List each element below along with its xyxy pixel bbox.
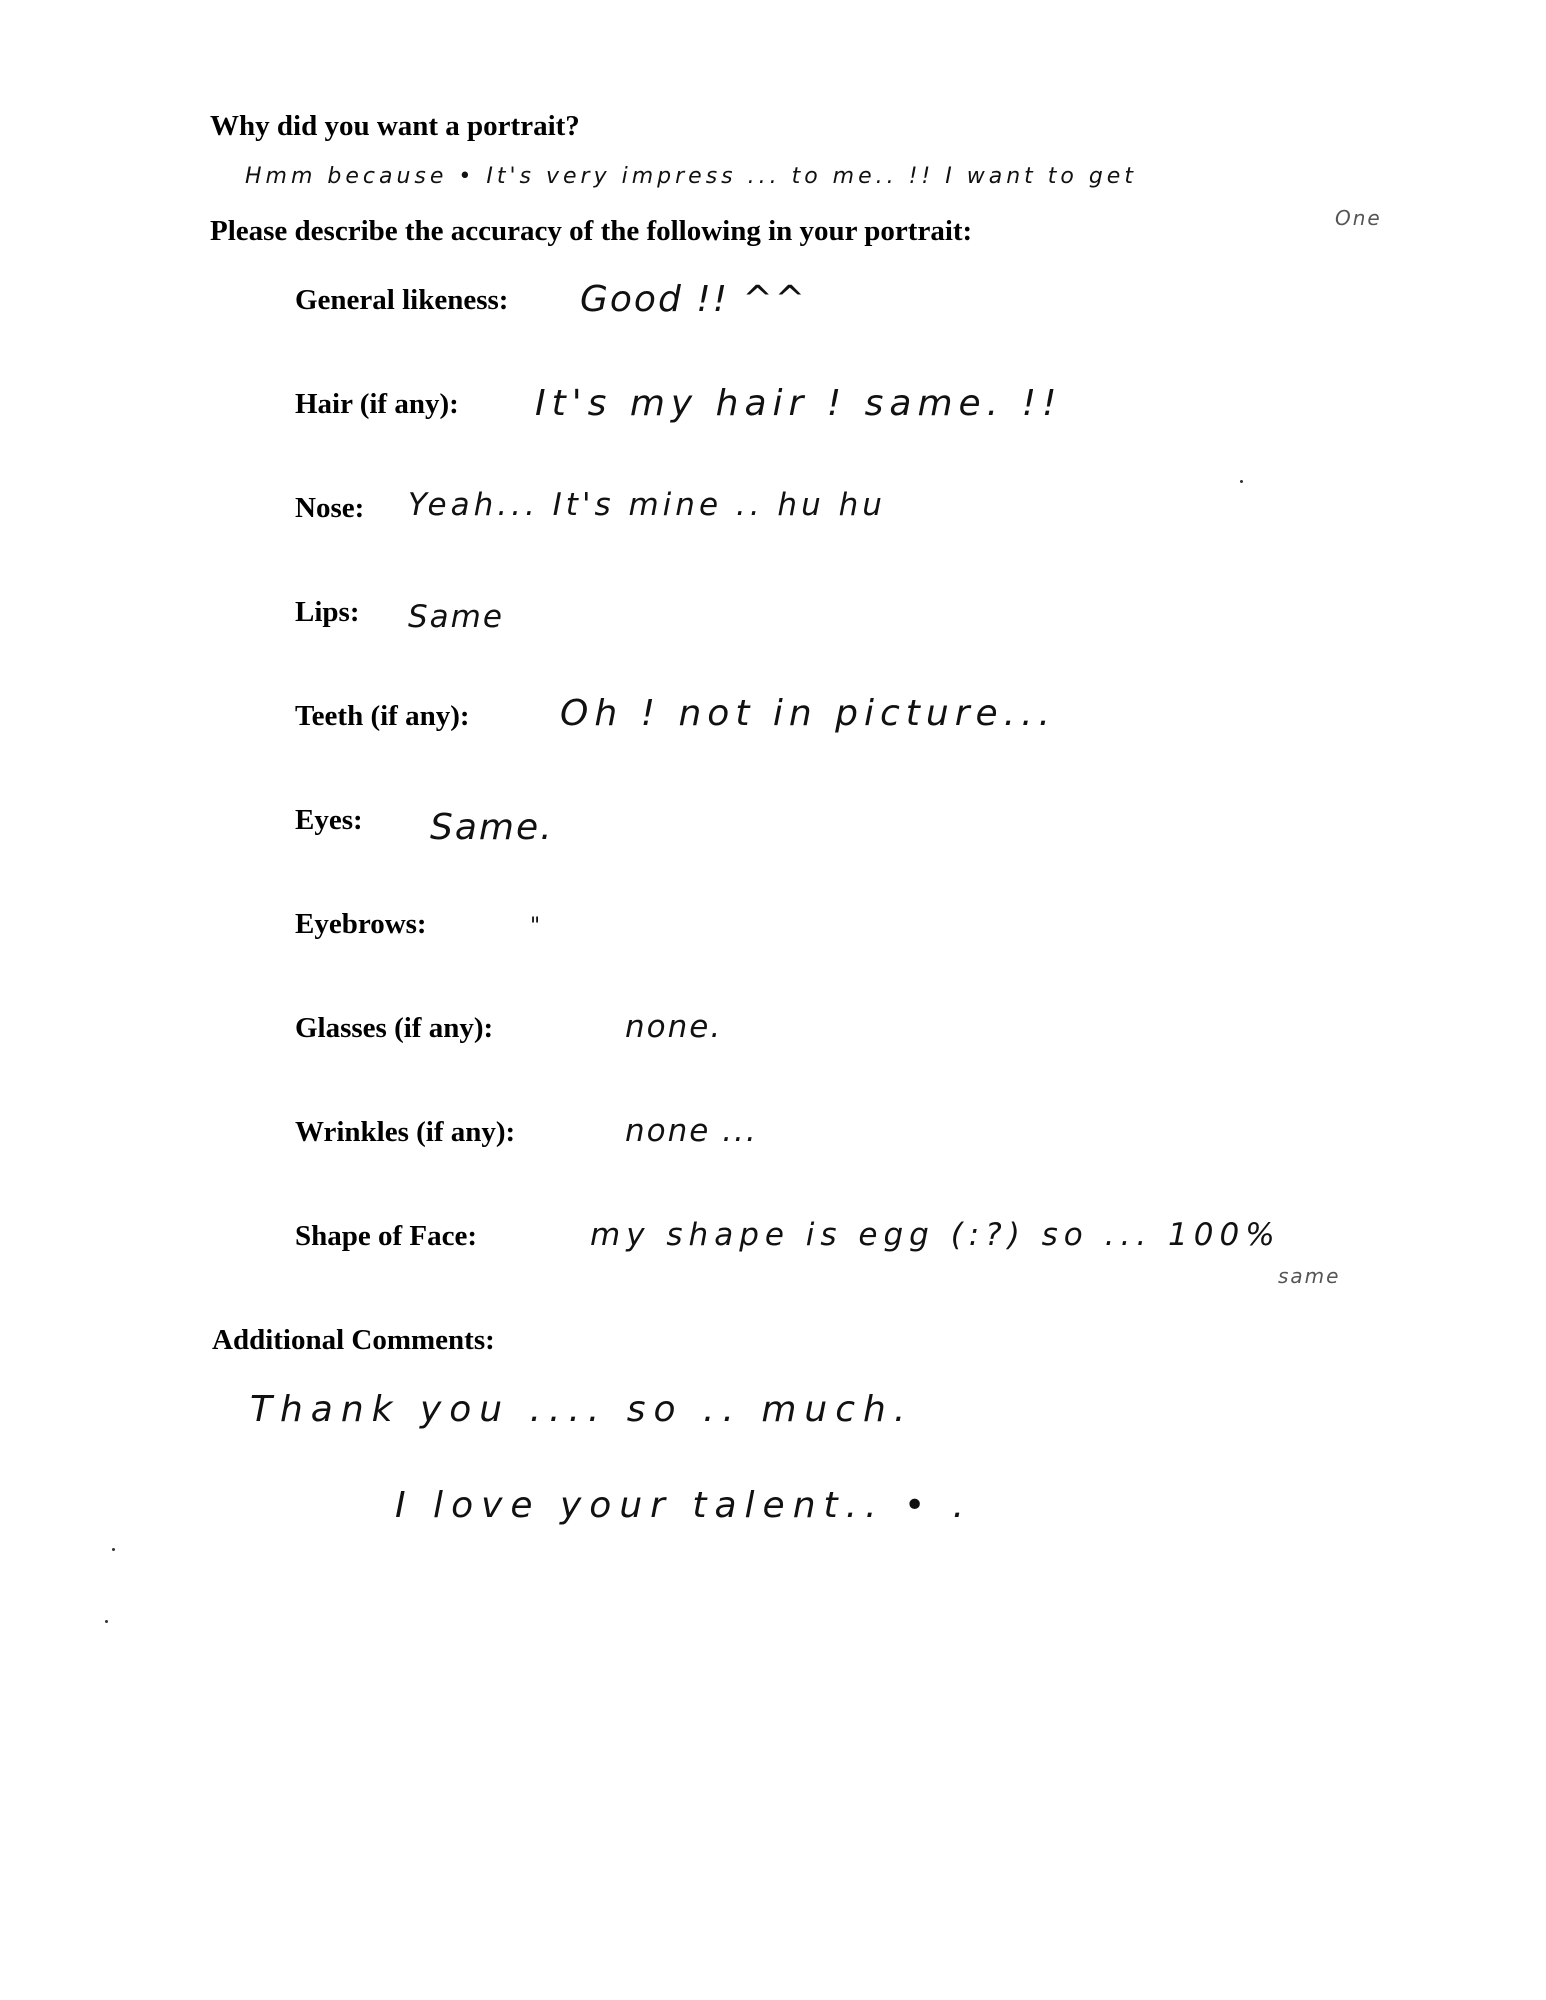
answer-wrinkles: none ... bbox=[625, 1113, 758, 1149]
comment-line-2: I love your talent.. • . bbox=[395, 1485, 973, 1526]
label-lips: Lips: bbox=[295, 596, 360, 628]
label-general-likeness: General likeness: bbox=[295, 284, 509, 316]
label-eyebrows: Eyebrows: bbox=[295, 908, 427, 940]
answer-shape-of-face-continued: same bbox=[1278, 1264, 1341, 1288]
comment-line-1: Thank you .... so .. much. bbox=[250, 1389, 914, 1430]
label-eyes: Eyes: bbox=[295, 804, 363, 836]
label-nose: Nose: bbox=[295, 492, 365, 524]
answer-glasses: none. bbox=[625, 1009, 723, 1045]
scan-speck bbox=[112, 1548, 115, 1551]
answer-general-likeness: Good !! ^^ bbox=[580, 279, 807, 320]
label-hair: Hair (if any): bbox=[295, 388, 459, 420]
label-teeth: Teeth (if any): bbox=[295, 700, 470, 732]
answer-nose: Yeah... It's mine .. hu hu bbox=[408, 487, 886, 523]
answer-lips: Same bbox=[408, 599, 504, 635]
question-additional-comments: Additional Comments: bbox=[212, 1324, 495, 1356]
label-glasses: Glasses (if any): bbox=[295, 1012, 494, 1044]
answer-hair: It's my hair ! same. !! bbox=[535, 383, 1063, 424]
label-shape-of-face: Shape of Face: bbox=[295, 1220, 478, 1252]
scan-speck bbox=[105, 1620, 108, 1623]
label-wrinkles: Wrinkles (if any): bbox=[295, 1116, 516, 1148]
question-why-portrait: Why did you want a portrait? bbox=[210, 110, 580, 142]
answer-shape-of-face: my shape is egg (:?) so ... 100% bbox=[590, 1217, 1281, 1253]
scan-speck bbox=[1240, 480, 1243, 483]
question-describe-accuracy: Please describe the accuracy of the following in your portrait: bbox=[210, 215, 973, 247]
answer-eyebrows: " bbox=[530, 914, 543, 939]
answer-why-portrait: Hmm because • It's very impress ... to me.. !! I want to get bbox=[245, 164, 1137, 189]
answer-eyes: Same. bbox=[430, 807, 554, 848]
answer-why-portrait-continued: One bbox=[1335, 206, 1382, 230]
answer-teeth: Oh ! not in picture... bbox=[560, 693, 1056, 734]
